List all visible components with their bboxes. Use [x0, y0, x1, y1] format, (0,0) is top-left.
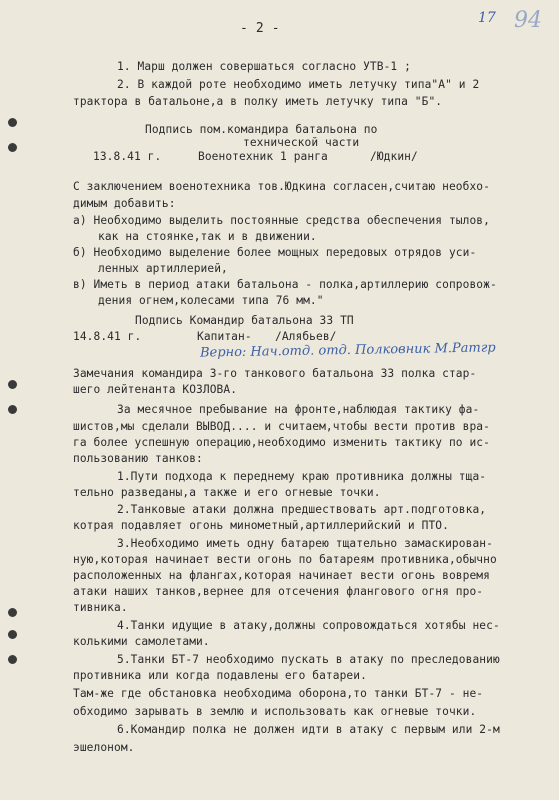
line: Там-же где обстановка необходима оборона,то танки БТ-7 - не-	[73, 687, 484, 700]
line: ленных артиллерией,	[98, 262, 228, 275]
handwritten-certification: Верно: Нач.отд. отд. Полковник М.Ратгр	[199, 340, 496, 361]
punch-hole	[8, 143, 17, 152]
line: шего лейтенанта КОЗЛОВА.	[73, 383, 238, 396]
line: расположенных на флангах,которая начинает вести огонь вовремя	[73, 569, 490, 582]
line: Военотехник 1 ранга	[198, 150, 328, 163]
punch-hole	[8, 655, 17, 664]
line: как на стоянке,так и в движении.	[98, 230, 317, 243]
line: димым добавить:	[73, 197, 176, 210]
line: Капитан-	[197, 330, 252, 343]
line: 5.Танки БТ-7 необходимо пускать в атаку по преследованию	[117, 653, 500, 666]
line: С заключением военотехника тов.Юдкина согласен,считаю необхо-	[73, 180, 490, 193]
line: б) Необходимо выделение более мощных передовых отрядов уси-	[73, 246, 477, 259]
line: пользованию танков:	[73, 452, 203, 465]
line: Замечания командира 3-го танкового батальона 33 полка стар-	[73, 367, 477, 380]
line: га более успешную операцию,необходимо изменить тактику по ис-	[73, 436, 490, 449]
line: /Алябьев/	[275, 330, 337, 343]
line: 2. В каждой роте необходимо иметь летучку типа"А" и 2	[117, 78, 480, 91]
line: тельно разведаны,а также и его огневые точки.	[73, 486, 381, 499]
folio-number: 94	[514, 8, 542, 33]
line: 4.Танки идущие в атаку,должны сопровождаться хотябы нес-	[117, 619, 500, 632]
line: 13.8.41 г.	[93, 150, 162, 163]
line: колькими самолетами.	[73, 635, 210, 648]
line: 14.8.41 г.	[73, 330, 142, 343]
line: атаки наших танков,вернее для отсечения флангового огня про-	[73, 585, 484, 598]
line: 6.Командир полка не должен идти в атаку с первым или 2-м	[117, 723, 500, 736]
line: За месячное пребывание на фронте,наблюдая тактику фа-	[117, 403, 480, 416]
punch-hole	[8, 118, 17, 127]
line: дения огнем,колесами типа 76 мм."	[98, 294, 324, 307]
line: Подпись Командир батальона 33 ТП	[135, 314, 354, 327]
line: котрая подавляет огонь минометный,артиллерийский и ПТО.	[73, 519, 449, 532]
line: 2.Танковые атаки должна предшествовать арт.подготовка,	[117, 503, 487, 516]
line: ную,которая начинает вести огонь по батареям противника,обычно	[73, 553, 497, 566]
line: противника или когда подавлены его батареи.	[73, 669, 367, 682]
page-number: - 2 -	[240, 21, 280, 36]
line: Подпись пом.командира батальона по	[145, 123, 378, 136]
line: 1.Пути подхода к переднему краю противника должны тща-	[117, 470, 487, 483]
punch-hole	[8, 630, 17, 639]
punch-hole	[8, 405, 17, 414]
line: эшелоном.	[73, 741, 135, 754]
line: тивника.	[73, 601, 128, 614]
punch-hole	[8, 608, 17, 617]
line: трактора в батальоне,а в полку иметь летучку типа "Б".	[73, 95, 443, 108]
line: 3.Необходимо иметь одну батарею тщательно замаскирован-	[117, 537, 493, 550]
punch-hole	[8, 380, 17, 389]
line: технической части	[243, 136, 360, 149]
archive-number: 17	[478, 10, 496, 26]
line: шистов,мы сделали ВЫВОД.... и считаем,чтобы вести против вра-	[73, 420, 490, 433]
line: /Юдкин/	[370, 150, 418, 163]
line: обходимо зарывать в землю и использовать как огневые точки.	[73, 705, 477, 718]
line: в) Иметь в период атаки батальона - полка,артиллерию сопровож-	[73, 278, 497, 291]
line: а) Необходимо выделить постоянные средства обеспечения тылов,	[73, 214, 490, 227]
line: 1. Марш должен совершаться согласно УТВ-1 ;	[117, 60, 411, 73]
